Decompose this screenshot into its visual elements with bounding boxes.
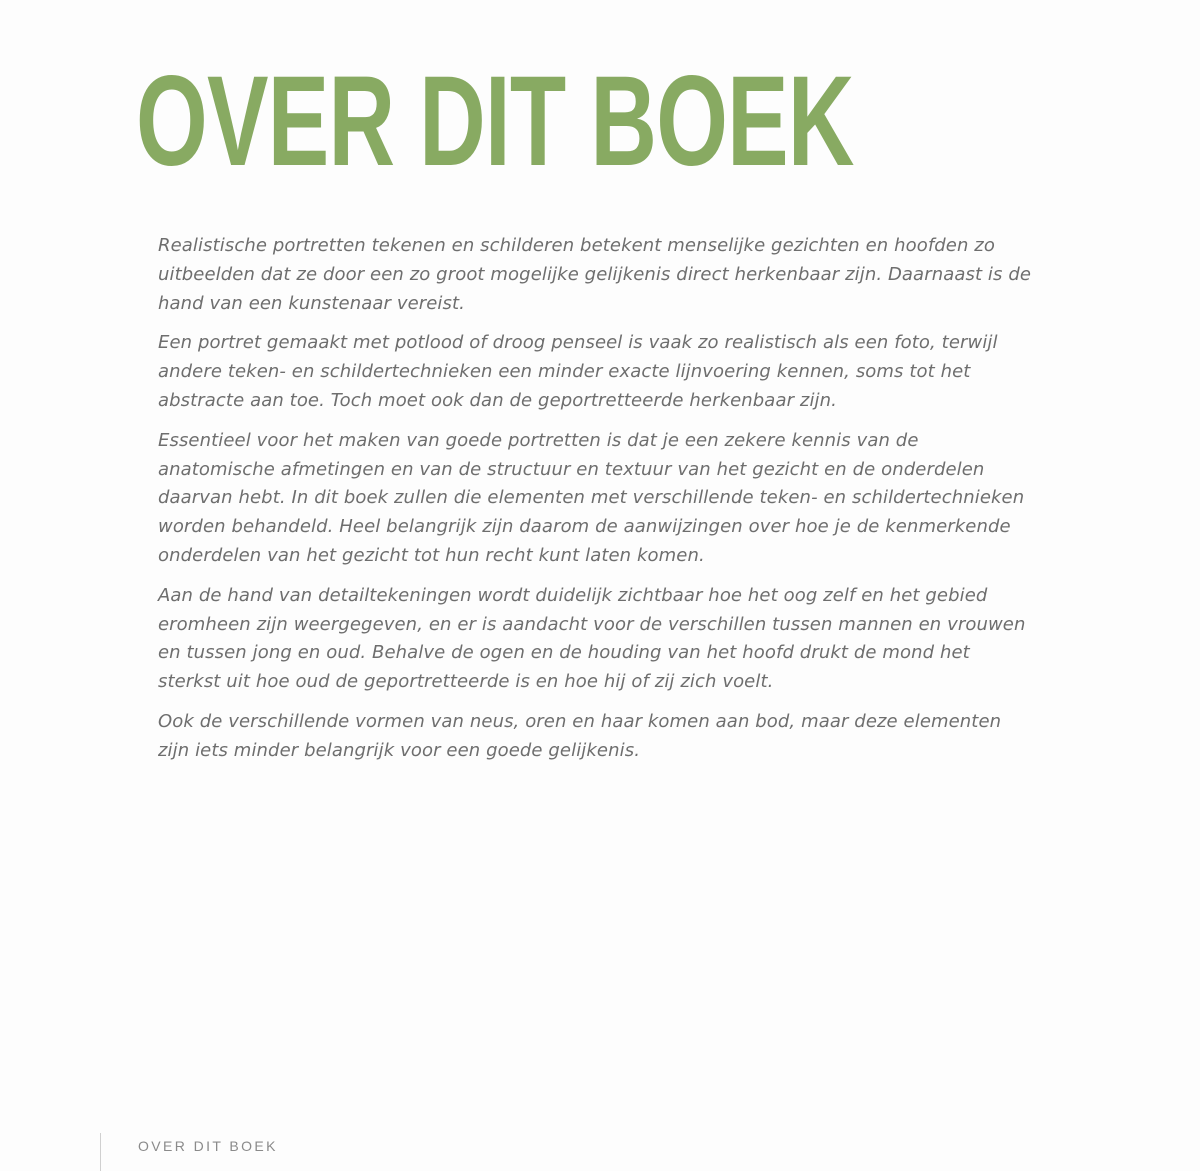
paragraph-1: Realistische portretten tekenen en schilderen betekent menselijke gezichten en hoofden zo uitbeelden dat ze door een zo groot mogelijke gelijkenis direct herkenbaar zijn. Daarnaast is de hand van een kunstenaar vereist. <box>158 235 1032 314</box>
footer-divider <box>100 1133 101 1171</box>
paragraph-2: Een portret gemaakt met potlood of droog penseel is vaak zo realistisch als een foto, terwijl andere teken- en schildertechnieken een minder exacte lijnvoering kennen, soms tot het abstracte aan toe. Toch moet ook dan de geportretteerde herkenbaar zijn. <box>158 332 998 411</box>
paragraph-4: Aan de hand van detailtekeningen wordt duidelijk zichtbaar hoe het oog zelf en het gebied eromheen zijn weergegeven, en er is aandacht voor de verschillen tussen mannen en vrouwen en tussen jong en oud. Behalve de ogen en de houding van het hoofd drukt de mond het sterkst uit hoe oud de geportretteerde is en hoe hij of zij zich voelt. <box>158 584 1026 693</box>
running-footer: OVER DIT BOEK <box>138 1138 278 1154</box>
paragraph-3: Essentieel voor het maken van goede portretten is dat je een zekere kennis van de anatomische afmetingen en van de structuur en textuur van het gezicht en de onderdelen daarvan hebt. In dit boek zullen die elementen met verschillende teken- en schildertechnieken worden behandeld. Heel belangrijk zijn daarom de aanwijzingen over hoe je de kenmerkende onderdelen van het gezicht tot hun recht kunt laten komen. <box>158 429 1025 566</box>
page-title: OVER DIT BOEK <box>136 50 854 193</box>
paragraph-5: Ook de verschillende vormen van neus, oren en haar komen aan bod, maar deze elementen zijn iets minder belangrijk voor een goede gelijkenis. <box>158 710 1002 761</box>
body-text <box>158 232 1038 777</box>
